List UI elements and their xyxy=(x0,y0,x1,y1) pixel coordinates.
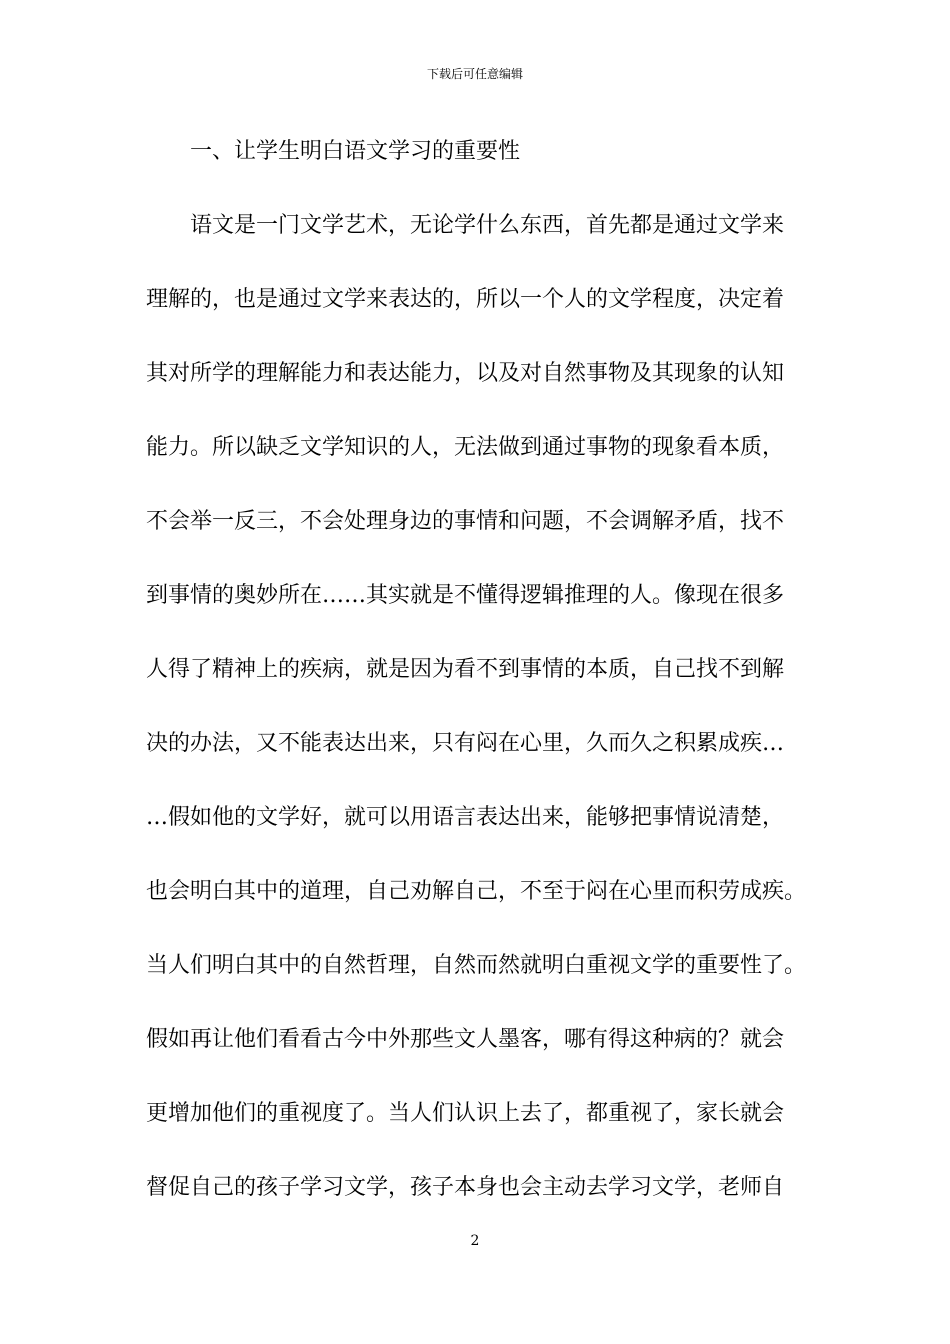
paragraph-line: 语文是一门文学艺术，无论学什么东西，首先都是通过文学来 xyxy=(190,213,785,238)
paragraph-line: 督促自己的孩子学习文学，孩子本身也会主动去学习文学，老师自 xyxy=(146,1175,785,1200)
paragraph-line: 不会举一反三，不会处理身边的事情和问题，不会调解矛盾，找不 xyxy=(146,509,785,534)
paragraph-line: 到事情的奥妙所在……其实就是不懂得逻辑推理的人。像现在很多 xyxy=(146,583,785,608)
paragraph-line: 当人们明白其中的自然哲理，自然而然就明白重视文学的重要性了。 xyxy=(146,953,807,978)
paragraph-line: 更增加他们的重视度了。当人们认识上去了，都重视了，家长就会 xyxy=(146,1101,785,1126)
paragraph-line: 能力。所以缺乏文学知识的人，无法做到通过事物的现象看本质， xyxy=(146,435,785,460)
paragraph-line: 理解的，也是通过文学来表达的，所以一个人的文学程度，决定着 xyxy=(146,287,785,312)
page-number: 2 xyxy=(470,1233,480,1249)
paragraph-line: …假如他的文学好，就可以用语言表达出来，能够把事情说清楚， xyxy=(146,805,785,830)
paragraph-line: 其对所学的理解能力和表达能力，以及对自然事物及其现象的认知 xyxy=(146,361,785,386)
paragraph-line: 人得了精神上的疾病，就是因为看不到事情的本质，自己找不到解 xyxy=(146,657,785,682)
paragraph-line: 也会明白其中的道理，自己劝解自己，不至于闷在心里而积劳成疾。 xyxy=(146,879,807,904)
paragraph-line: 假如再让他们看看古今中外那些文人墨客，哪有得这种病的？就会 xyxy=(146,1027,785,1052)
section-heading: 一、让学生明白语文学习的重要性 xyxy=(190,139,521,164)
paragraph-line: 决的办法，又不能表达出来，只有闷在心里，久而久之积累成疾… xyxy=(146,731,785,756)
page-header: 下载后可任意编辑 xyxy=(426,67,523,81)
